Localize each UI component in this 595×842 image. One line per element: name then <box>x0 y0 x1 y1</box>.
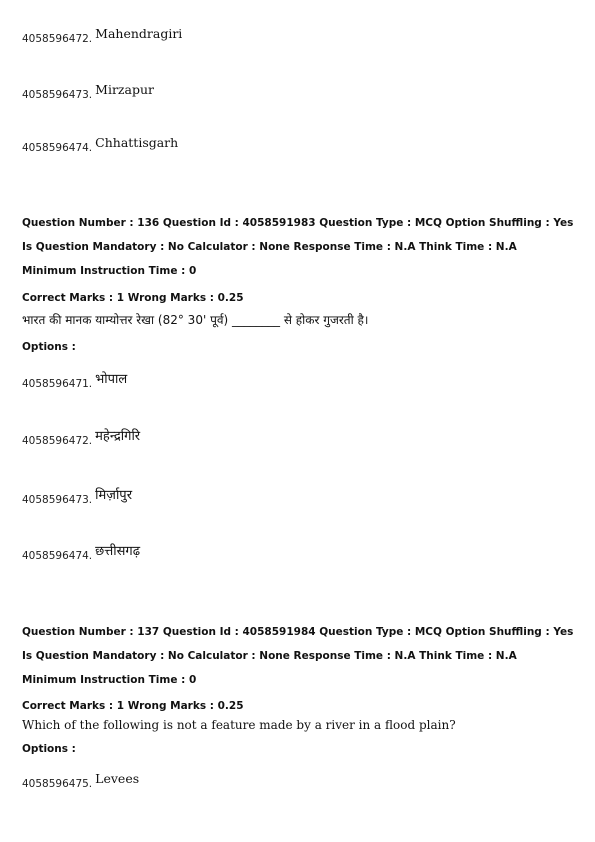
question-meta-line: Minimum Instruction Time : 0 <box>22 265 197 277</box>
option-text: Mirzapur <box>95 82 154 97</box>
option-text: Levees <box>95 771 140 786</box>
option-row <box>22 372 127 391</box>
question-meta-line: Question Number : 136 Question Id : 4058591983 Question Type : MCQ Option Shuffling : Yes <box>22 217 574 229</box>
question-text: Which of the following is not a feature made by a river in a flood plain? <box>22 718 456 732</box>
question-meta-line: Question Number : 137 Question Id : 4058591984 Question Type : MCQ Option Shuffling : Yes <box>22 626 574 638</box>
option-text: मिर्ज़ापुर <box>95 488 133 503</box>
marks-line: Correct Marks : 1 Wrong Marks : 0.25 <box>22 700 244 712</box>
option-row <box>22 136 178 155</box>
option-row <box>22 772 139 791</box>
question-meta-line: Is Question Mandatory : No Calculator : None Response Time : N.A Think Time : N.A <box>22 650 517 662</box>
option-id: 4058596473. <box>22 89 93 101</box>
option-id: 4058596472. <box>22 33 93 45</box>
option-row <box>22 83 154 102</box>
options-label: Options : <box>22 743 76 755</box>
option-id: 4058596473. <box>22 494 93 506</box>
option-text: Mahendragiri <box>95 26 183 41</box>
option-id: 4058596472. <box>22 435 93 447</box>
question-text: भारत की मानक याम्योत्तर रेखा (82° 30' पूर्व) ________ से होकर गुजरती है। <box>22 313 369 327</box>
option-text: भोपाल <box>95 372 128 387</box>
option-text: Chhattisgarh <box>95 135 179 150</box>
option-row <box>22 429 140 448</box>
option-id: 4058596471. <box>22 378 93 390</box>
option-text: छत्तीसगढ़ <box>95 544 141 559</box>
question-meta-line: Minimum Instruction Time : 0 <box>22 674 197 686</box>
option-id: 4058596474. <box>22 142 93 154</box>
question-meta-line: Is Question Mandatory : No Calculator : None Response Time : N.A Think Time : N.A <box>22 241 517 253</box>
option-row <box>22 488 132 507</box>
marks-line: Correct Marks : 1 Wrong Marks : 0.25 <box>22 292 244 304</box>
option-id: 4058596474. <box>22 550 93 562</box>
option-id: 4058596475. <box>22 778 93 790</box>
options-label: Options : <box>22 341 76 353</box>
option-text: महेन्द्रगिरि <box>95 429 141 444</box>
option-row <box>22 544 140 563</box>
option-row <box>22 27 182 46</box>
